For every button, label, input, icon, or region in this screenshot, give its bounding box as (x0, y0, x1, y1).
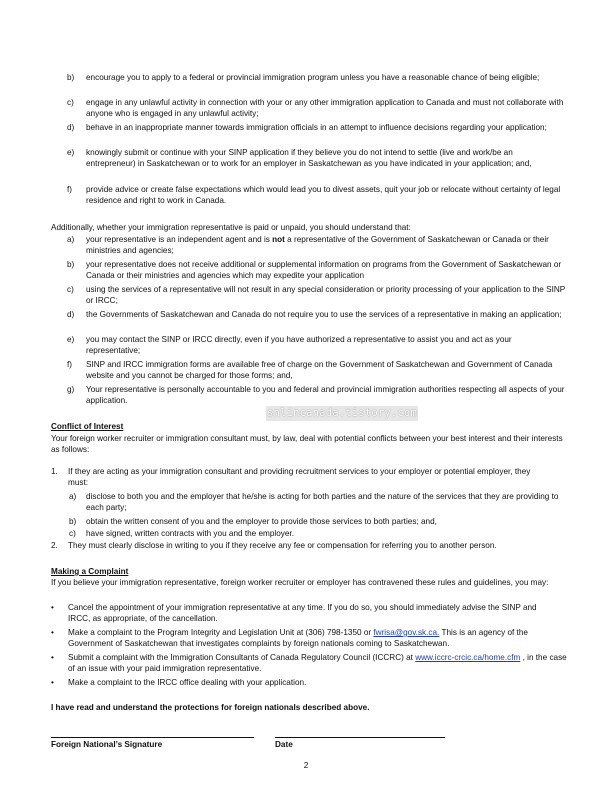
list-item-text: the Governments of Saskatchewan and Canada do not require you to use the services of a representative in making an application; (86, 310, 562, 319)
page-number: 2 (303, 761, 309, 770)
list-item-label: f) (67, 360, 73, 369)
list-item-text: your representative does not receive additional or supplemental information on programs from the Government of Saskatchewan or Canada or their ministries and agencies which may expedite your application (86, 260, 562, 281)
email-link[interactable]: fwrisa@gov.sk.ca. (373, 628, 440, 637)
text-segment: Submit a complaint with the Immigration Consultants of Canada Regulatory Council (ICCRC) at (68, 653, 416, 662)
watermark: snlincanada.tistory.com (267, 407, 417, 419)
list-item-label: c) (67, 98, 74, 107)
list-item-text: Make a complaint to the IRCC office dealing with your application. (68, 678, 307, 687)
heading-text: Making a Complaint (51, 567, 129, 576)
conflict-intro: Your foreign worker recruiter or immigration consultant must, by law, deal with potential conflicts between your best interest and their interests as follows: (51, 434, 563, 455)
list-item-text: disclose to both you and the employer that he/she is acting for both parties and the nature of the services that they are providing to each party; (86, 492, 559, 513)
list-item-label: e) (67, 335, 75, 344)
list-item-text: obtain the written consent of you and the employer to provide those services to both parties; and, (86, 517, 437, 526)
complaint-heading (51, 566, 571, 577)
iccrc-link[interactable]: www.iccrc-crcic.ca/home.cfm (415, 653, 521, 662)
list-item-label: d) (67, 123, 75, 132)
list-item-label: d) (67, 310, 75, 319)
bold-text: not (272, 235, 285, 244)
complaint-intro: If you believe your immigration representative, foreign worker recruiter or employer has contravened these rules and guidelines, you may: (51, 578, 549, 587)
list-item-text: knowingly submit or continue with your SINP application if they believe you do not intend to settle (live and work/be an entrepreneur) in Saskatchewan or to work for an employer in Saskatchewan as you have indicated in your application; and, (86, 148, 532, 169)
bullet-icon: • (51, 653, 54, 662)
text-segment: Make a complaint to the Program Integrity and Legislation Unit at (306) 798-1350 or (68, 628, 374, 637)
bullet-icon: • (51, 678, 54, 687)
list-item-label: a) (67, 235, 75, 244)
list-item-label: a) (69, 492, 77, 501)
list-item-text (68, 627, 560, 649)
list-item-text: If they are acting as your immigration consultant and providing recruitment services to your employer or potential employer, they must: (68, 467, 531, 488)
list-item-label: 1. (51, 467, 58, 476)
list-item-label: b) (69, 517, 77, 526)
list-item-text: you may contact the SINP or IRCC directly, even if you have authorized a representative to assist you and act as your representative; (86, 335, 512, 356)
list-item-label: c) (67, 285, 74, 294)
signature-label: Foreign National’s Signature (51, 740, 163, 749)
text-segment: your representative is an independent agent and is (86, 235, 273, 244)
list-item-text: behave in an inappropriate manner towards immigration officials in an attempt to influence decisions regarding your application; (86, 123, 547, 132)
signature-line[interactable] (51, 737, 254, 738)
list-item-text: Your representative is personally accountable to you and federal and provincial immigration authorities respecting all aspects of your application. (86, 385, 565, 406)
bullet-icon: • (51, 603, 54, 612)
text-segment: a representative of the Government of Saskatchewan or Canada or their ministries and agencies; (86, 235, 549, 256)
heading-text: Conflict of Interest (51, 422, 124, 431)
list-item-text: engage in any unlawful activity in connection with your or any other immigration application to Canada and must not collaborate with anyone who is engaged in any unlawful activity; (86, 98, 564, 119)
list-item-label: f) (67, 185, 73, 194)
list-item-text: provide advice or create false expectations which would lead you to divest assets, quit your job or relocate without certainty of legal residence and right to work in Canada. (86, 185, 561, 206)
list-item-text: encourage you to apply to a federal or provincial immigration program unless you have a reasonable chance of being eligible; (86, 73, 540, 82)
text-segment: This is an agency of the Government of Saskatchewan that investigates complaints by foreign nationals coming to Saskatchewan. (68, 628, 528, 649)
list-item-text: They must clearly disclose in writing to you if they receive any fee or compensation for referring you to another person. (68, 541, 497, 550)
list-item-text (68, 652, 568, 674)
list-item-text: have signed, written contracts with you and the employer. (86, 529, 294, 538)
text-segment: , in the case of an issue with your paid immigration representative. (68, 653, 567, 674)
additionally-intro: Additionally, whether your immigration representative is paid or unpaid, you should understand that: (51, 223, 411, 232)
list-item-label: c) (69, 529, 76, 538)
list-item-text (86, 234, 556, 256)
list-item-label: b) (67, 73, 75, 82)
list-item-text: using the services of a representative will not result in any special consideration or priority processing of your application to the SINP or IRCC; (86, 285, 566, 306)
conflict-heading (51, 421, 571, 432)
list-item-label: 2. (51, 541, 58, 550)
list-item-label: b) (67, 260, 75, 269)
list-item-text: Cancel the appointment of your immigration representative at any time. If you do so, you should immediately advise the SINP and IRCC, as appropriate, of the cancellation. (68, 603, 537, 624)
date-label: Date (275, 740, 293, 749)
bullet-icon: • (51, 628, 54, 637)
date-line[interactable] (275, 737, 445, 738)
list-item-label: e) (67, 148, 75, 157)
acknowledgement-statement: I have read and understand the protections for foreign nationals described above. (51, 703, 370, 712)
list-item-text: SINP and IRCC immigration forms are available free of charge on the Government of Saskatchewan and Government of Canada website and you cannot be charged for those forms; and, (86, 360, 553, 381)
list-item-label: g) (67, 385, 75, 394)
